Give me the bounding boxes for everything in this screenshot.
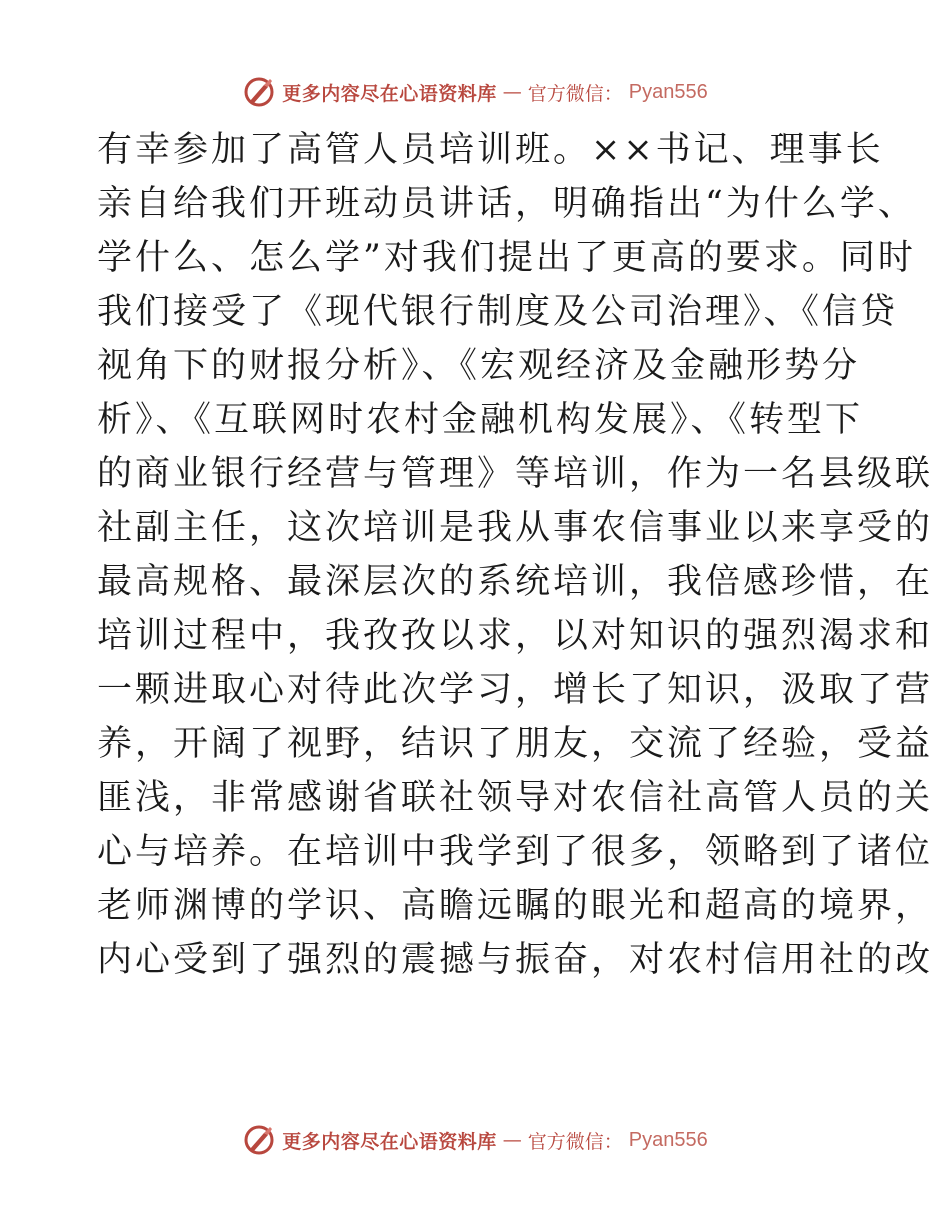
banner-wechat-label: 官方微信：: [527, 82, 623, 105]
banner-dash: —: [502, 81, 522, 103]
body-line: 学什么、怎么学”对我们提出了更高的要求。同时: [97, 238, 916, 278]
body-line: 析》、《互联网时农村金融机构发展》、《转型下: [97, 400, 864, 440]
body-line: 的商业银行经营与管理》等培训，作为一名县级联: [97, 454, 934, 494]
quill-pen-logo-icon: [242, 75, 276, 109]
banner-dash: —: [502, 1129, 522, 1151]
body-line: 培训过程中，我孜孜以求，以对知识的强烈渴求和: [97, 616, 934, 656]
quill-pen-logo-icon: [242, 1123, 276, 1157]
body-line: 亲自给我们开班动员讲话，明确指出“为什么学、: [97, 184, 916, 224]
body-line: 一颗进取心对待此次学习，增长了知识，汲取了营: [97, 670, 934, 710]
footer-banner: [0, 1120, 950, 1160]
body-line: 有幸参加了高管人员培训班。××书记、理事长: [97, 130, 884, 170]
body-line: 匪浅，非常感谢省联社领导对农信社高管人员的关: [97, 778, 934, 818]
document-body: [97, 123, 934, 987]
body-line: 内心受到了强烈的震撼与振奋，对农村信用社的改: [97, 940, 934, 980]
banner-wechat-handle: Pyan556: [628, 1128, 708, 1151]
header-banner: [0, 72, 950, 112]
banner-wechat-label: 官方微信：: [527, 1130, 623, 1153]
body-line: 视角下的财报分析》、《宏观经济及金融形势分: [97, 346, 861, 386]
body-line: 社副主任，这次培训是我从事农信事业以来享受的: [97, 508, 934, 548]
banner-brand-text: 更多内容尽在心语资料库: [282, 1130, 497, 1153]
banner-brand-text: 更多内容尽在心语资料库: [282, 82, 497, 105]
body-line: 心与培养。在培训中我学到了很多，领略到了诸位: [97, 832, 934, 872]
body-line: 最高规格、最深层次的系统培训，我倍感珍惜，在: [97, 562, 934, 602]
body-line: 养，开阔了视野，结识了朋友，交流了经验，受益: [97, 724, 934, 764]
body-line: 我们接受了《现代银行制度及公司治理》、《信贷: [97, 292, 899, 332]
body-line: 老师渊博的学识、高瞻远瞩的眼光和超高的境界，: [97, 886, 934, 926]
banner-wechat-handle: Pyan556: [628, 80, 708, 103]
